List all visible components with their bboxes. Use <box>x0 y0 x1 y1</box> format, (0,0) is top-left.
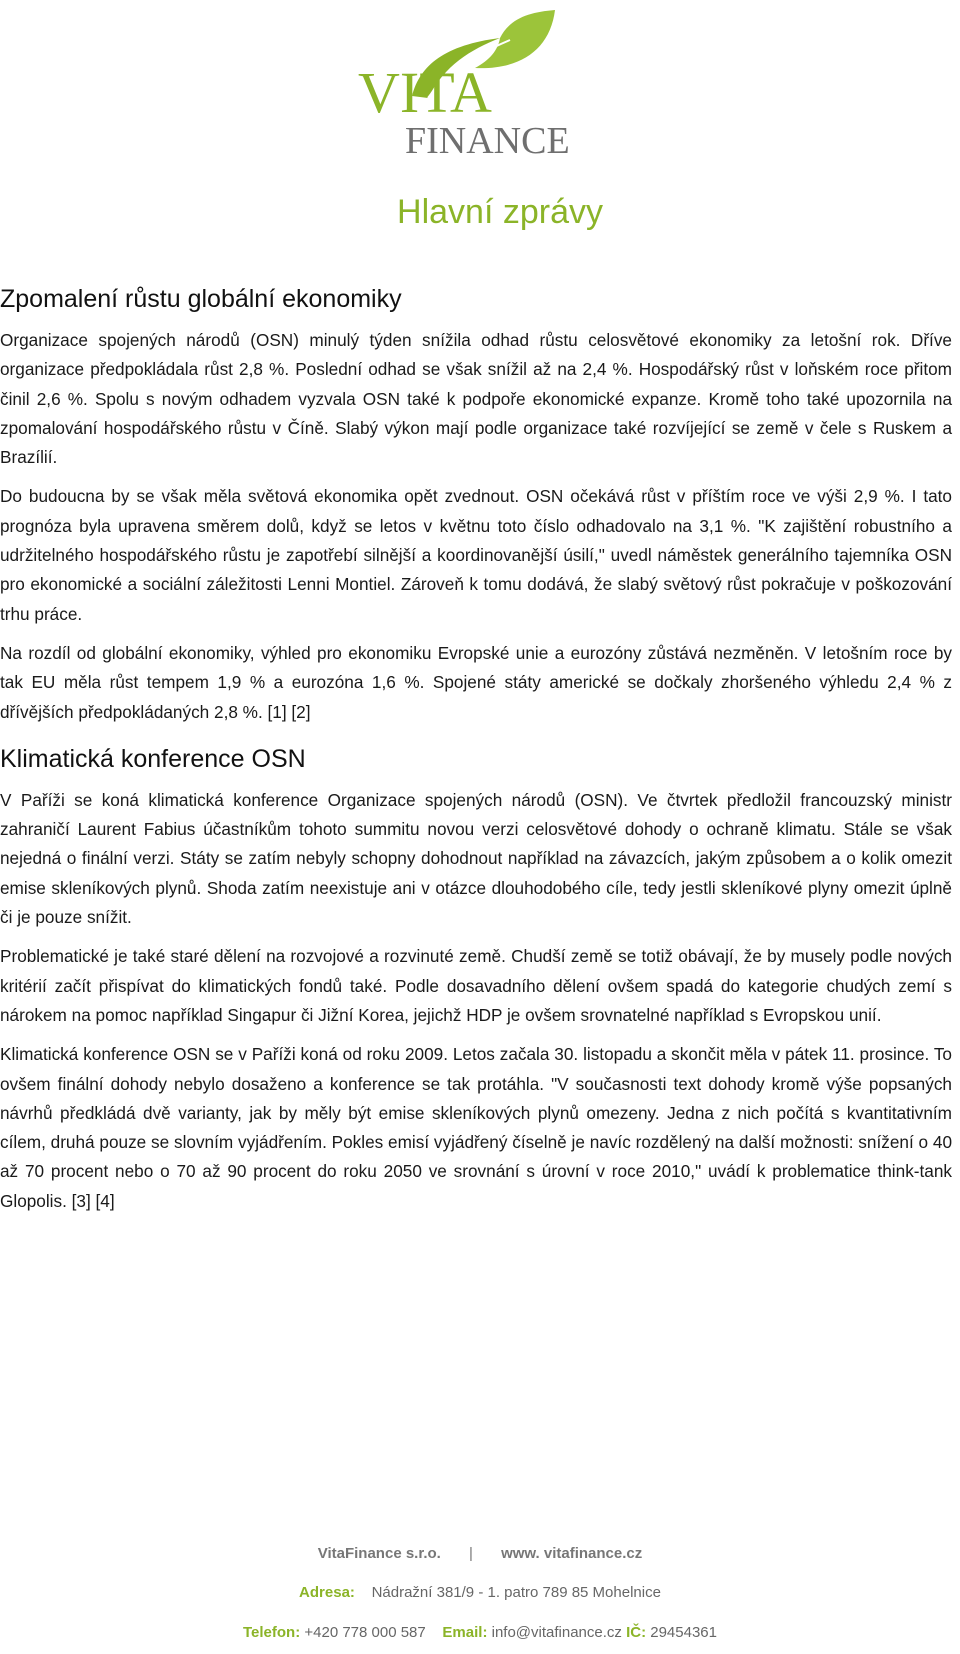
footer-separator: | <box>469 1545 473 1562</box>
article-heading: Klimatická konference OSN <box>0 744 306 773</box>
footer-company-line <box>0 1545 960 1562</box>
svg-text:FINANCE: FINANCE <box>405 120 570 162</box>
footer-ic: 29454361 <box>650 1624 717 1641</box>
article-heading: Zpomalení růstu globální ekonomiky <box>0 285 402 313</box>
footer-email-label: Email: <box>442 1624 488 1641</box>
footer-address-label: Adresa: <box>299 1584 355 1601</box>
article-paragraph: Organizace spojených národů (OSN) minulý týden snížila odhad růstu celosvětové ekonomiky za letošní rok. Dříve organizace předpokládala růst 2,8 %. Poslední odhad se však snížil až na 2,4 %. Hospodářský růst v loňském roce přitom činil 2,6 %. Spolu s novým odhadem vyzvala OSN také k podpoře ekonomické expanze. Kromě toho také upozornila na zpomalování hospodářského růstu v Číně. Slabý výkon mají podle organizace také rozvíjející se země v čele s Ruskem a Brazílií. <box>0 330 952 468</box>
footer-ic-label: IČ: <box>626 1624 647 1641</box>
article-paragraph: V Paříži se koná klimatická konference Organizace spojených národů (OSN). Ve čtvrtek předložil francouzský ministr zahraničí Laurent Fabius účastníkům tohoto summitu novou verzi celosvětové dohody o ochraně klimatu. Stále se však nejedná o finální verzi. Státy se zatím nebyly schopny dohodnout například na závazcích, jakým způsobem a o kolik omezit emise skleníkových plynů. Shoda zatím neexistuje ani v otázce dlouhodobého cíle, tedy jestli skleníkové plyny omezit úplně či je pouze snížit. <box>0 789 952 928</box>
footer-email-link[interactable]: info@vitafinance.cz <box>491 1624 622 1641</box>
article-paragraph: Klimatická konference OSN se v Paříži koná od roku 2009. Letos začala 30. listopadu a skončit měla v pátek 11. prosince. To ovšem finální dohody nebylo dosaženo a konference se tak protáhla. "V současnosti text dohody kromě výše popsaných návrhů předkládá dvě varianty, jak by měly být emise skleníkových plynů omezeny. Jedna z nich počítá s kvantitativním cílem, druhá pouze se slovním vyjádřením. Pokles emisí vyjádřený číselně je navíc rozdělený na další možnosti: snížení o 40 až 70 procent nebo o 70 až 90 procent do roku 2050 ve srovnání s úrovní v roce 2010," uvádí k problematice think-tank Glopolis. [3] [4] <box>0 1044 952 1211</box>
svg-text:VITA: VITA <box>358 60 492 125</box>
footer-address-line <box>0 1584 960 1601</box>
footer-phone: +420 778 000 587 <box>304 1624 426 1641</box>
footer-address: Nádražní 381/9 - 1. patro 789 85 Mohelnice <box>371 1584 661 1601</box>
leaf-logo-icon <box>350 10 590 175</box>
vita-finance-logo <box>350 10 590 175</box>
footer-contact-line <box>0 1624 960 1641</box>
article-paragraph: Na rozdíl od globální ekonomiky, výhled pro ekonomiku Evropské unie a eurozóny zůstává nezměněn. V letošním roce by tak EU měla růst tempem 1,9 % a eurozóna 1,6 %. Spojené státy americké se dočkaly zhoršeného výhledu 2,4 % z dřívějších předpokládaných 2,8 %. [1] [2] <box>0 642 952 722</box>
footer-company: VitaFinance s.r.o. <box>317 1545 441 1562</box>
articles <box>0 285 960 1226</box>
article-paragraph: Problematické je také staré dělení na rozvojové a rozvinuté země. Chudší země se totiž obávají, že by musely podle nových kritérií začít přispívat do klimatických fondů také. Podle dosavadního dělení ovšem spadá do kategorie chudých zemí s nárokem na pomoc například Singapur či Jižní Korea, jejichž HDP je ovšem srovnatelné například s Evropskou unií. <box>0 946 952 1025</box>
article-paragraph: Do budoucna by se však měla světová ekonomika opět zvednout. OSN očekává růst v příštím roce ve výši 2,9 %. I tato prognóza byla upravena směrem dolů, když se letos v květnu toto číslo odhadovalo na 3,1 %. "K zajištění robustního a udržitelného hospodářského růstu je zapotřebí silnější a koordinovanější úsilí," uvedl náměstek generálního tajemníka OSN pro ekonomické a sociální záležitosti Lenni Montiel. Zároveň k tomu dodává, že slabý světový růst pokračuje v poškozování trhu práce. <box>0 486 952 624</box>
page-title: Hlavní zprávy <box>397 193 603 231</box>
footer-phone-label: Telefon: <box>242 1624 301 1641</box>
footer-web-link[interactable]: www. vitafinance.cz <box>501 1545 643 1562</box>
